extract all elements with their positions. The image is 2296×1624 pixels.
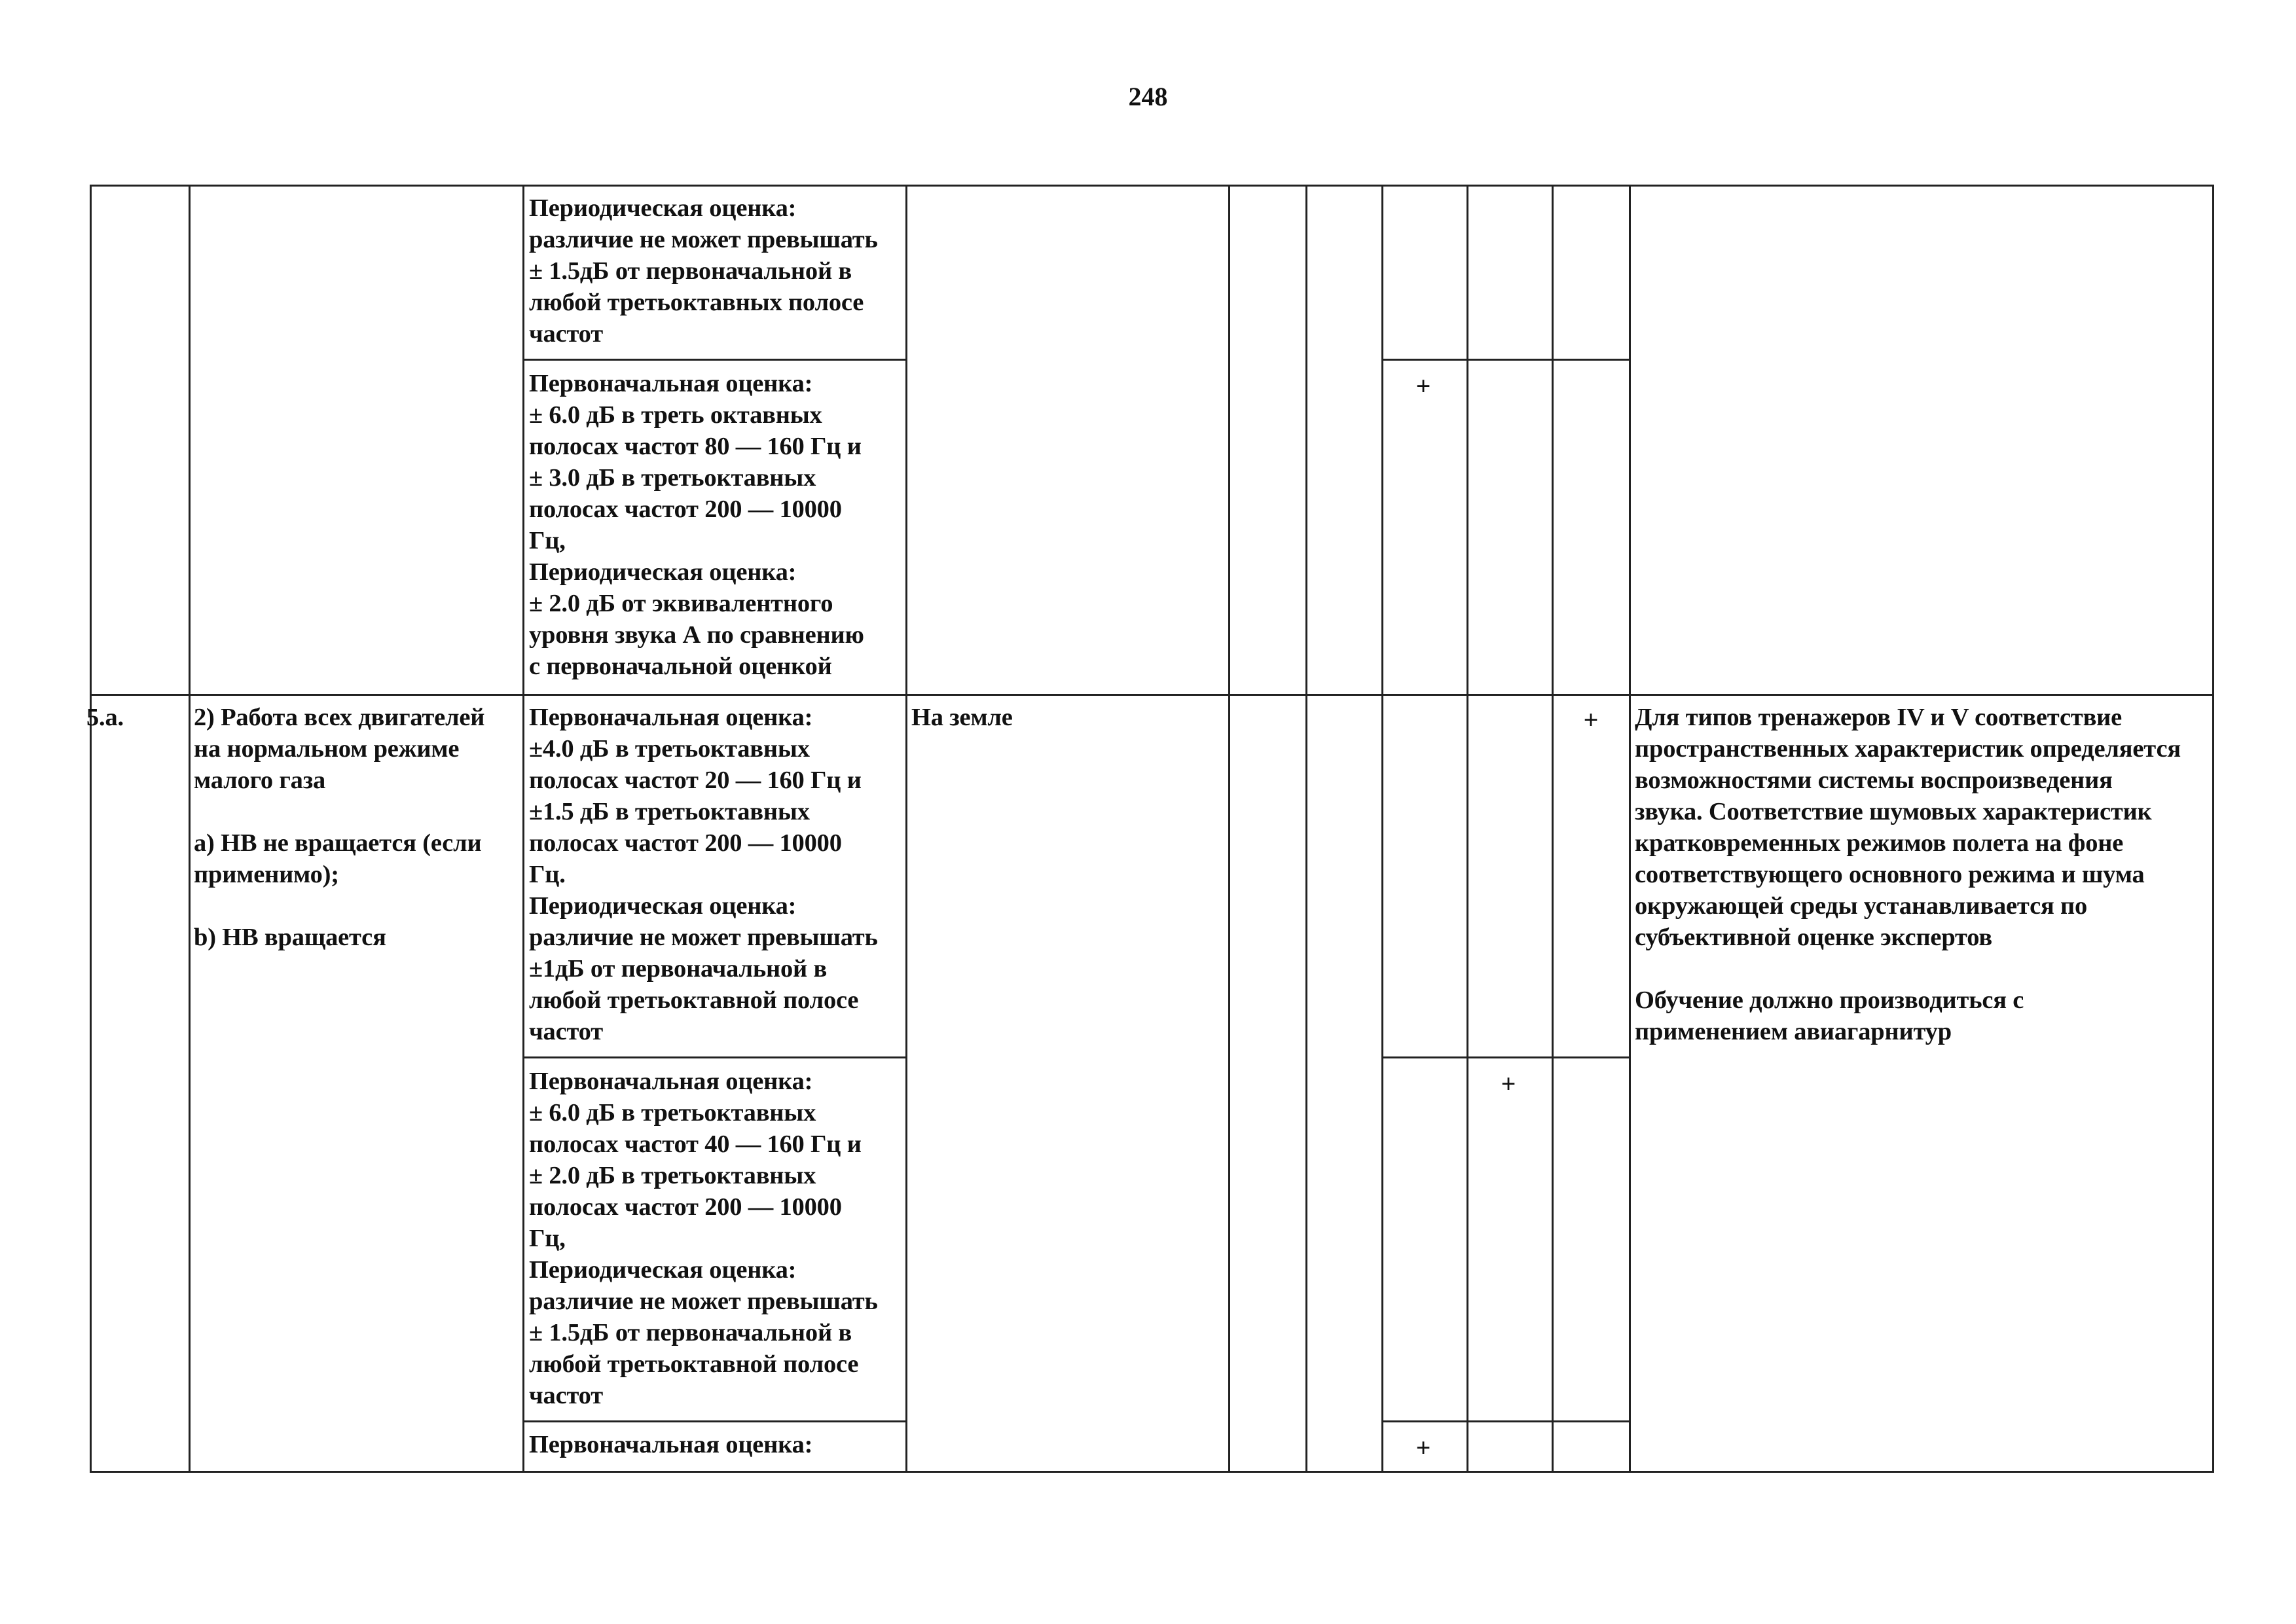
column-divider [1552,185,1554,1473]
row-divider [524,1056,906,1058]
row-divider [1383,359,1630,361]
criteria-cell: Первоначальная оценка: ±4.0 дБ в третьоктавных полосах частот 20 — 160 Гц и ±1.5 дБ в третьоктавных полосах частот 200 — 10000 Гц. Периодическая оценка: различие не может превышать ±1дБ от первоначальной в любой третьоктавной полосе частот [529,704,878,1045]
column-divider [1467,185,1468,1473]
column-divider [1305,185,1307,1473]
table-border-top [90,185,2214,187]
column-divider [522,185,524,1473]
row-divider [524,359,906,361]
column-divider [1228,185,1230,1473]
column-divider [1381,185,1383,1473]
page-number: 248 [1128,82,1168,111]
column-divider [189,185,191,1473]
plus-mark: + [1501,1069,1516,1098]
column-divider [905,185,907,1473]
row-divider [90,694,2214,696]
row-divider [1383,1420,1630,1422]
row-divider [1383,1056,1630,1058]
test-description: 2) Работа всех двигателей на нормальном режиме малого газа а) НВ не вращается (если применимо); b) НВ вращается [194,704,485,951]
plus-mark: + [1415,1433,1431,1462]
plus-mark: + [1415,371,1431,401]
item-number: 5.a. [86,704,124,731]
table-border-bottom [90,1471,2214,1473]
criteria-cell: Первоначальная оценка: ± 6.0 дБ в треть октавных полосах частот 80 — 160 Гц и ± 3.0 дБ в третьоктавных полосах частот 200 — 10000 Гц, Периодическая оценка: ± 2.0 дБ от эквивалентного уровня звука А по сравнению с первоначальной оценкой [529,370,864,680]
notes-cell: Для типов тренажеров IV и V соответствие пространственных характеристик определяется возможностями системы воспроизведения звука. Соответствие шумовых характеристик кратковременных режимов полета на фоне соответствующего основного режима и шума окружающей среды устанавливается по субъективной оценке экспертов Обучение должно производиться с применением авиагарнитур [1635,704,2181,1045]
criteria-cell: Первоначальная оценка: [529,1431,813,1458]
table-border-right [2212,185,2214,1473]
table-border-left [90,185,92,1473]
criteria-cell: Периодическая оценка: различие не может превышать ± 1.5дБ от первоначальной в любой третьоктавных полосе частот [529,194,878,348]
criteria-cell: Первоначальная оценка: ± 6.0 дБ в третьоктавных полосах частот 40 — 160 Гц и ± 2.0 дБ в третьоктавных полосах частот 200 — 10000 Гц, Периодическая оценка: различие не может превышать ± 1.5дБ от первоначальной в любой третьоктавной полосе частот [529,1068,878,1409]
column-divider [1629,185,1631,1473]
flight-condition: На земле [911,704,1013,731]
plus-mark: + [1583,705,1599,734]
row-divider [524,1420,906,1422]
